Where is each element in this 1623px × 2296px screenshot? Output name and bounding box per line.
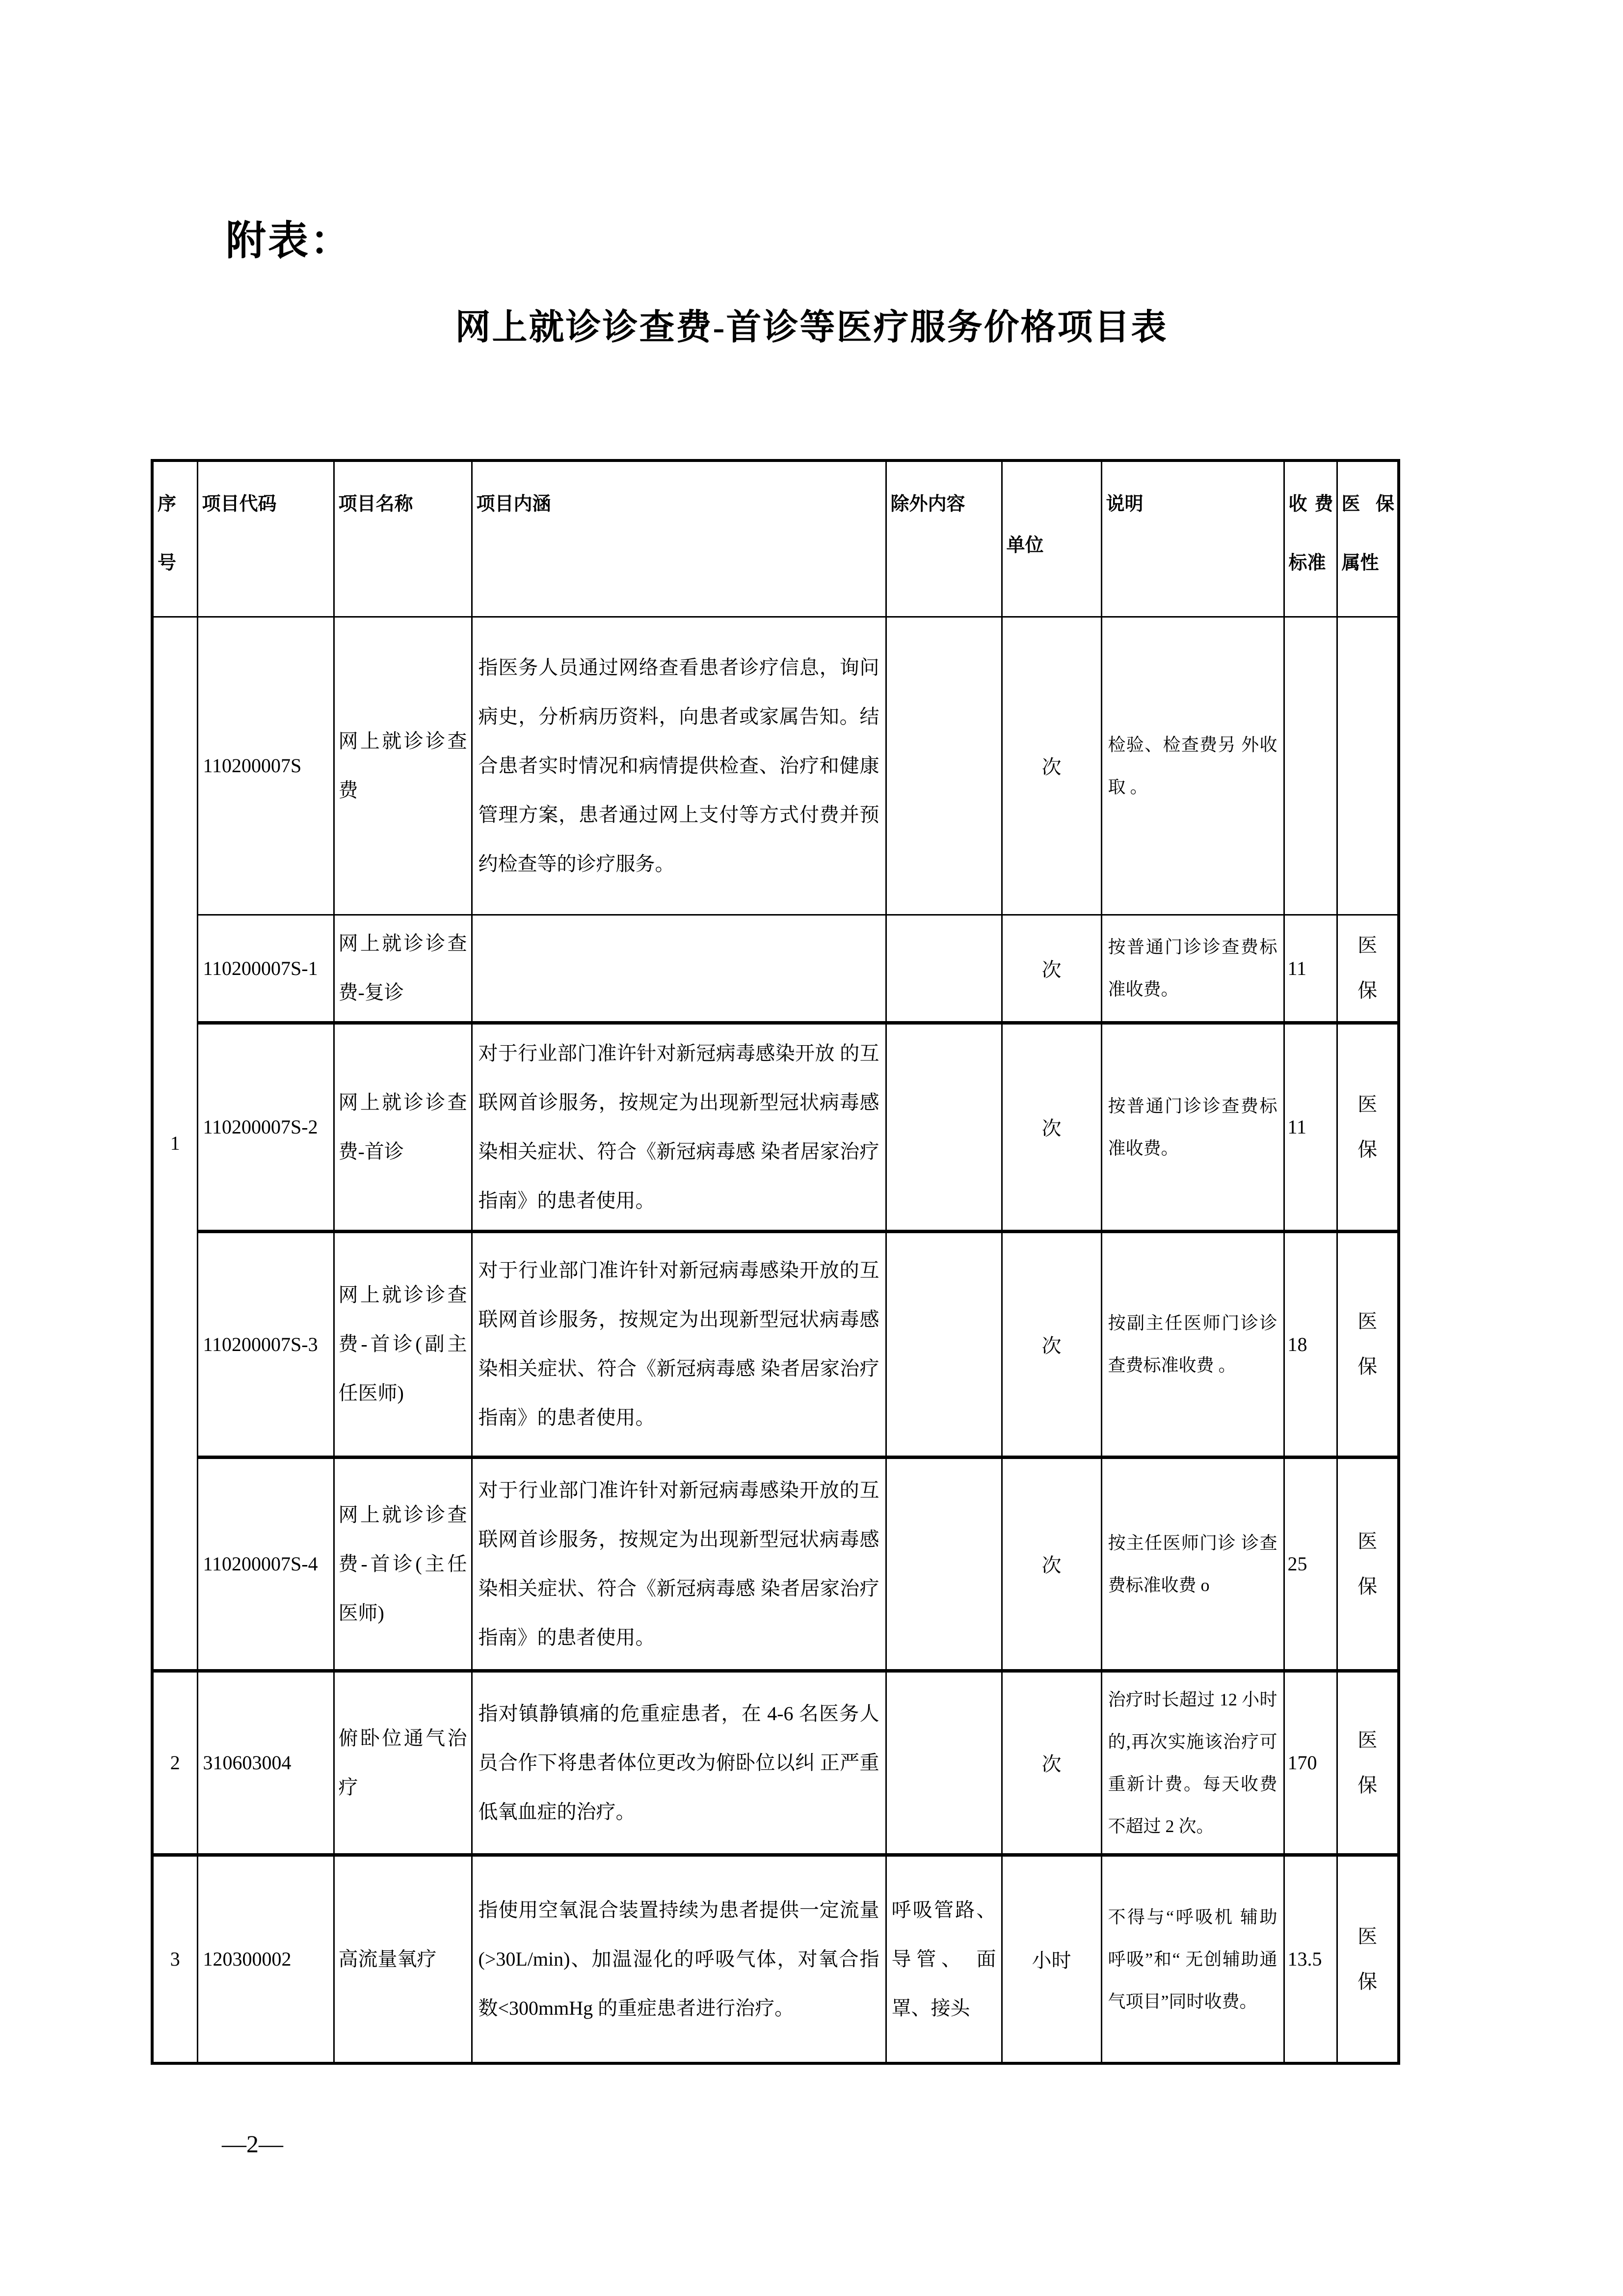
cell-code: 110200007S-2: [197, 1023, 334, 1231]
cell-insurance: 医保: [1337, 1231, 1399, 1457]
cell-content: 对于行业部门准许针对新冠病毒感染开放的互联网首诊服务，按规定为出现新型冠状病毒感染相关症状、符合《新冠病毒感 染者居家治疗指南》的患者使用。: [472, 1457, 886, 1671]
cell-exclusion: 呼吸管路、 导管、 面罩、接头: [886, 1855, 1002, 2063]
col-header-name: 项目名称: [334, 460, 472, 617]
cell-unit: 次: [1002, 1671, 1101, 1855]
cell-exclusion: [886, 1023, 1002, 1231]
cell-exclusion: [886, 1671, 1002, 1855]
col-header-insurance: 医保属性: [1337, 460, 1399, 617]
cell-exclusion: [886, 1231, 1002, 1457]
cell-note: 按普通门诊诊查费标准收费。: [1101, 915, 1284, 1023]
cell-content: [472, 915, 886, 1023]
table-row: [152, 915, 1399, 1023]
cell-fee: 13.5: [1284, 1855, 1337, 2063]
cell-name: 网上就诊诊查费-首诊(副主任医师): [334, 1231, 472, 1457]
price-table: [151, 459, 1400, 2065]
cell-code: 110200007S-3: [197, 1231, 334, 1457]
col-header-content: 项目内涵: [472, 460, 886, 617]
cell-note: 按副主任医师门诊诊查费标准收费 。: [1101, 1231, 1284, 1457]
cell-seq: 3: [152, 1855, 197, 2063]
cell-unit: 次: [1002, 617, 1101, 915]
header-row: [152, 460, 1399, 617]
appendix-tag: 附表：: [226, 218, 353, 263]
col-header-fee: 收费标准: [1284, 460, 1337, 617]
cell-seq: 2: [152, 1671, 197, 1855]
cell-name: 俯卧位通气治疗: [334, 1671, 472, 1855]
cell-unit: 次: [1002, 915, 1101, 1023]
cell-insurance: [1337, 617, 1399, 915]
cell-code: 110200007S-4: [197, 1457, 334, 1671]
page-title: 网上就诊诊查费-首诊等医疗服务价格项目表: [455, 308, 1168, 347]
cell-name: 网上就诊诊查费-首诊(主任医师): [334, 1457, 472, 1671]
cell-name: 网上就诊诊查费-首诊: [334, 1023, 472, 1231]
cell-exclusion: [886, 915, 1002, 1023]
table-row: [152, 1457, 1399, 1671]
cell-fee: 170: [1284, 1671, 1337, 1855]
col-header-note: 说明: [1101, 460, 1284, 617]
cell-fee: [1284, 617, 1337, 915]
cell-name: 网上就诊诊查费-复诊: [334, 915, 472, 1023]
cell-exclusion: [886, 617, 1002, 915]
cell-fee: 11: [1284, 915, 1337, 1023]
cell-unit: 次: [1002, 1457, 1101, 1671]
cell-note: 治疗时长超过 12 小时的,再次实施该治疗可重新计费。每天收费不超过 2 次。: [1101, 1671, 1284, 1855]
cell-code: 310603004: [197, 1671, 334, 1855]
cell-note: 按主任医师门诊 诊查费标准收费 o: [1101, 1457, 1284, 1671]
cell-content: 指对镇静镇痛的危重症患者，在 4-6 名医务人员合作下将患者体位更改为俯卧位以纠 正严重低氧血症的治疗。: [472, 1671, 886, 1855]
table-row: [152, 1023, 1399, 1231]
cell-content: 对于行业部门准许针对新冠病毒感染开放的互联网首诊服务，按规定为出现新型冠状病毒感染相关症状、符合《新冠病毒感 染者居家治疗指南》的患者使用。: [472, 1231, 886, 1457]
cell-note: 检验、检查费另 外收取 。: [1101, 617, 1284, 915]
col-header-code: 项目代码: [197, 460, 334, 617]
cell-code: 110200007S: [197, 617, 334, 915]
table-row: [152, 1231, 1399, 1457]
cell-content: 对于行业部门准许针对新冠病毒感染开放 的互联网首诊服务，按规定为出现新型冠状病毒感染相关症状、符合《新冠病毒感 染者居家治疗指南》的患者使用。: [472, 1023, 886, 1231]
cell-code: 110200007S-1: [197, 915, 334, 1023]
col-header-exclusion: 除外内容: [886, 460, 1002, 617]
cell-content: 指使用空氧混合装置持续为患者提供一定流量(>30L/min)、加温湿化的呼吸气体，对氧合指数<300mmHg 的重症患者进行治疗。: [472, 1855, 886, 2063]
cell-insurance: 医保: [1337, 1671, 1399, 1855]
cell-exclusion: [886, 1457, 1002, 1671]
cell-fee: 25: [1284, 1457, 1337, 1671]
cell-content: 指医务人员通过网络查看患者诊疗信息，询问病史，分析病历资料，向患者或家属告知。结合患者实时情况和病情提供检查、治疗和健康管理方案，患者通过网上支付等方式付费并预约检查等的诊疗服务。: [472, 617, 886, 915]
cell-insurance: 医保: [1337, 915, 1399, 1023]
cell-name: 网上就诊诊查费: [334, 617, 472, 915]
cell-note: 按普通门诊诊查费标准收费。: [1101, 1023, 1284, 1231]
table-row: [152, 1671, 1399, 1855]
cell-insurance: 医保: [1337, 1457, 1399, 1671]
cell-code: 120300002: [197, 1855, 334, 2063]
cell-unit: 小时: [1002, 1855, 1101, 2063]
cell-fee: 18: [1284, 1231, 1337, 1457]
cell-insurance: 医保: [1337, 1855, 1399, 2063]
cell-insurance: 医保: [1337, 1023, 1399, 1231]
col-header-seq: 序号: [152, 460, 197, 617]
cell-fee: 11: [1284, 1023, 1337, 1231]
cell-unit: 次: [1002, 1231, 1101, 1457]
cell-name: 高流量氧疗: [334, 1855, 472, 2063]
col-header-unit: 单位: [1002, 460, 1101, 617]
cell-note: 不得与“呼吸机 辅助呼吸”和“ 无创辅助通气项目”同时收费。: [1101, 1855, 1284, 2063]
cell-seq: 1: [152, 617, 197, 1671]
table-row: [152, 1855, 1399, 2063]
page-number: —2—: [222, 2130, 283, 2158]
cell-unit: 次: [1002, 1023, 1101, 1231]
table-row: [152, 617, 1399, 915]
